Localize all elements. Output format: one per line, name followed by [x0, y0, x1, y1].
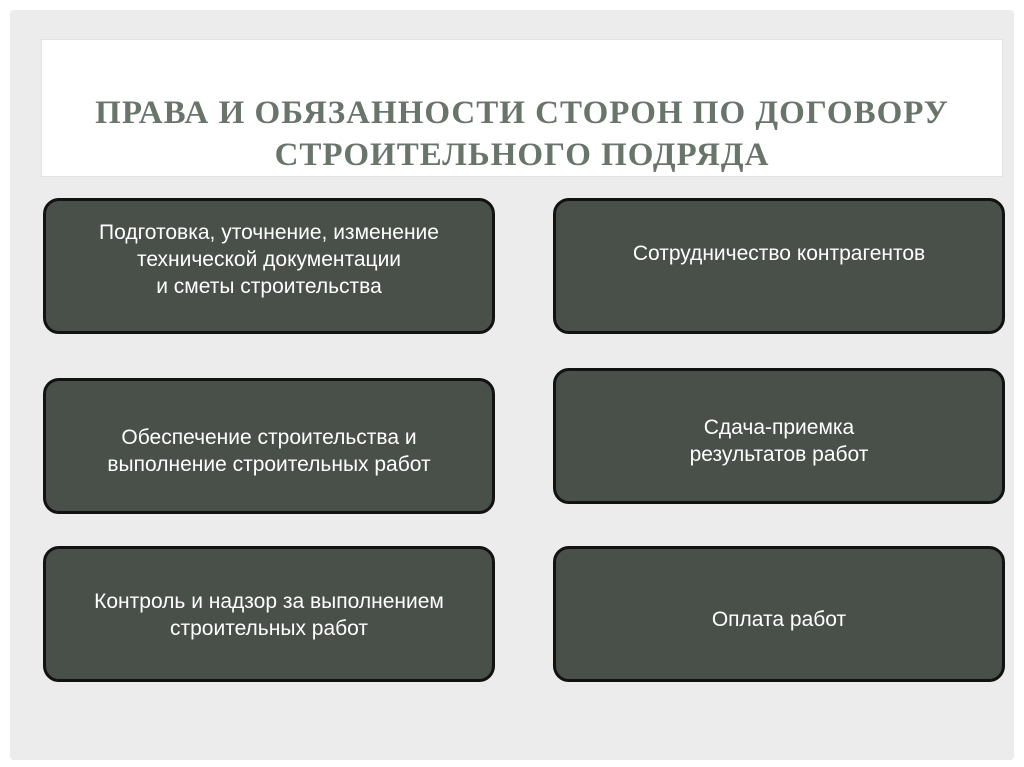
box-technical-documentation	[43, 198, 495, 334]
slide-background	[10, 10, 1014, 760]
box-label: Сдача-приемка результатов работ	[689, 416, 869, 466]
box-payment	[553, 546, 1005, 682]
slide-title: ПРАВА И ОБЯЗАННОСТИ СТОРОН ПО ДОГОВОРУ СТРОИТЕЛЬНОГО ПОДРЯДА	[95, 95, 949, 173]
box-cooperation	[553, 198, 1005, 334]
box-label: Обеспечение строительства и выполнение строительных работ	[107, 426, 431, 476]
box-control-and-supervision	[43, 546, 495, 682]
title-panel	[42, 40, 1002, 176]
box-label: Подготовка, уточнение, изменение технической документации и сметы строительства	[99, 220, 439, 298]
box-label: Контроль и надзор за выполнением строительных работ	[94, 590, 444, 640]
box-acceptance	[553, 368, 1005, 504]
box-label: Оплата работ	[711, 607, 847, 631]
box-label: Сотрудничество контрагентов	[632, 241, 926, 265]
box-provision-of-construction	[43, 378, 495, 514]
